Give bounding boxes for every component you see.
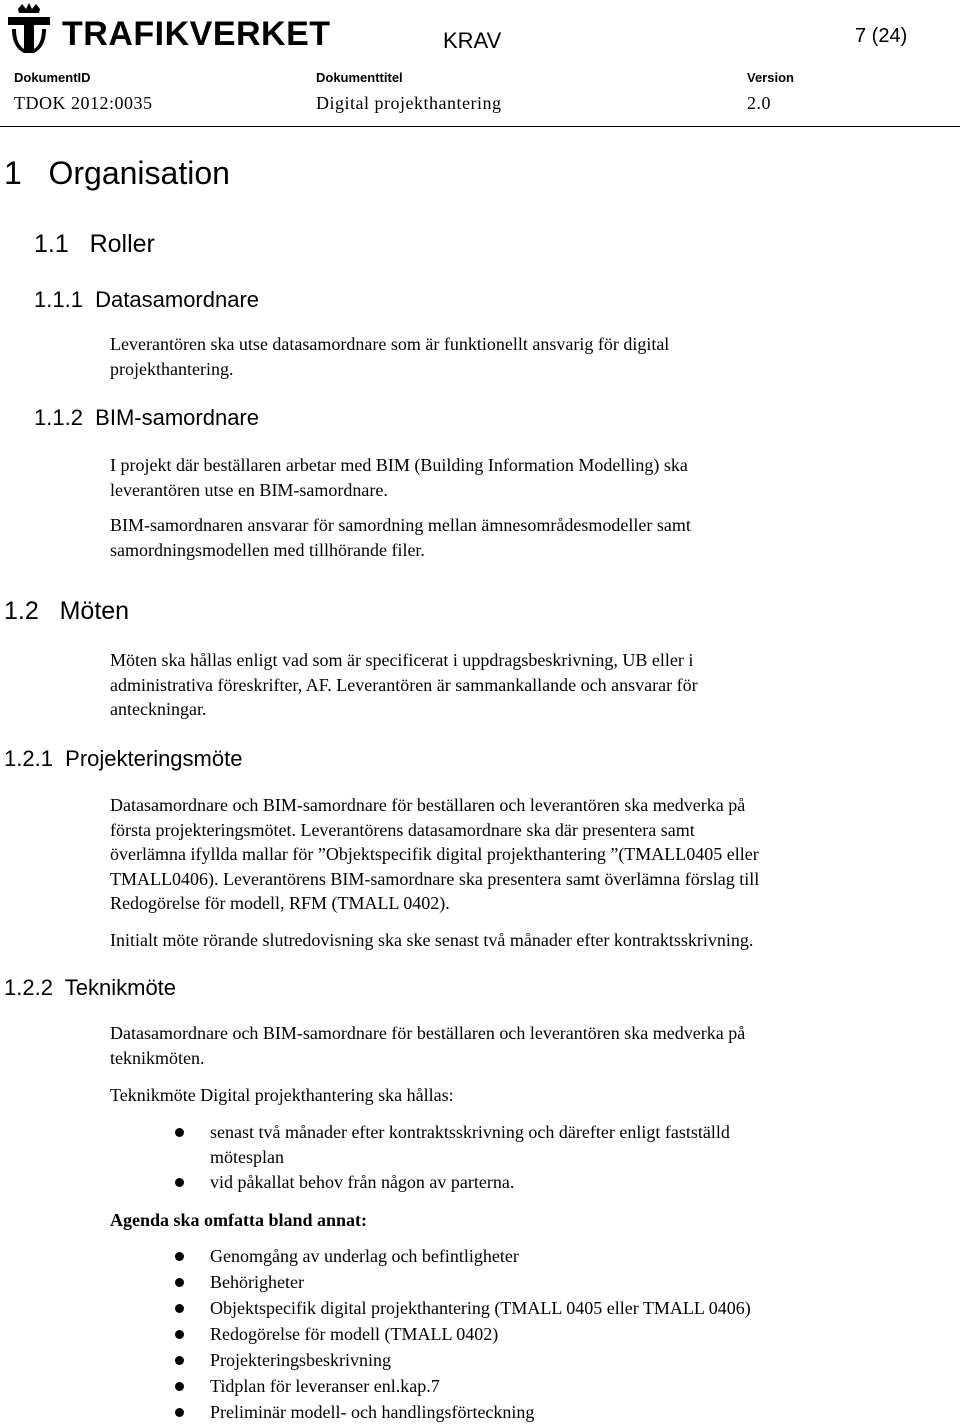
list-item-text: mötesplan <box>210 1147 284 1167</box>
teknikmote-list <box>110 1120 950 1195</box>
text-line: leverantören utse en BIM-samordnare. <box>110 479 388 500</box>
text-line: BIM-samordnaren ansvarar för samordning mellan ämnesområdesmodeller samt <box>110 515 691 535</box>
list-item <box>0 1400 960 1425</box>
heading-teknikmote: 1.2.2 Teknikmöte <box>4 975 177 1000</box>
heading-organisation: 1 Organisation <box>4 155 230 191</box>
heading-projekteringsmote: 1.2.1 Projekteringsmöte <box>4 746 243 771</box>
text-line: samordningsmodellen med tillhörande filer. <box>110 539 425 560</box>
paragraph-projekteringsmote-1 <box>110 793 759 916</box>
bullet-icon <box>175 1304 184 1313</box>
header-divider <box>0 126 960 127</box>
list-item-text: Genomgång av underlag och befintligheter <box>210 1246 519 1266</box>
text-line: Möten ska hållas enligt vad som är specificerat i uppdragsbeskrivning, UB eller i <box>110 650 694 670</box>
list-item <box>0 1170 950 1195</box>
paragraph-bim-2 <box>110 513 691 562</box>
list-item-text: Redogörelse för modell (TMALL 0402) <box>210 1324 499 1344</box>
list-item-text: Objektspecifik digital projekthantering (TMALL 0405 eller TMALL 0406) <box>210 1298 751 1318</box>
doc-id-value: TDOK 2012:0035 <box>14 93 153 113</box>
agenda-title: Agenda ska omfatta bland annat: <box>110 1210 368 1230</box>
text-line: Datasamordnare och BIM-samordnare för beställaren och leverantören ska medverka på <box>110 1023 746 1043</box>
paragraph-projekteringsmote-2: Initialt möte rörande slutredovisning ska ske senast två månader efter kontraktsskrivning. <box>110 930 754 950</box>
list-item-text: Tidplan för leveranser enl.kap.7 <box>210 1376 440 1396</box>
bullet-icon <box>175 1382 184 1391</box>
list-item <box>0 1120 950 1170</box>
bullet-icon <box>175 1178 184 1187</box>
list-item <box>0 1296 960 1321</box>
page-number: 7 (24) <box>855 25 908 47</box>
text-line: projekthantering. <box>110 358 234 379</box>
list-item <box>0 1270 960 1295</box>
bullet-icon <box>175 1408 184 1417</box>
paragraph-teknikmote-2: Teknikmöte Digital projekthantering ska hållas: <box>110 1085 454 1105</box>
text-line: administrativa föreskrifter, AF. Leverantören är sammankallande och ansvarar för <box>110 674 698 695</box>
text-line: överlämna ifyllda mallar för ”Objektspecifik digital projekthantering ”(TMALL0405 eller <box>110 844 759 864</box>
list-item <box>0 1322 960 1347</box>
doc-id-label: DokumentID <box>14 70 91 85</box>
paragraph-moten <box>110 648 698 722</box>
version-value: 2.0 <box>747 93 771 113</box>
version-label: Version <box>747 70 794 85</box>
list-item <box>0 1348 960 1373</box>
paragraph-teknikmote-1 <box>110 1021 745 1070</box>
heading-bim-samordnare: 1.1.2 BIM-samordnare <box>34 405 259 430</box>
bullet-icon <box>175 1356 184 1365</box>
text-line: anteckningar. <box>110 699 207 719</box>
trafikverket-logo-icon <box>6 3 52 57</box>
list-item <box>0 1244 960 1269</box>
text-line: teknikmöten. <box>110 1047 205 1068</box>
bullet-icon <box>175 1128 184 1137</box>
doc-title-label: Dokumenttitel <box>316 70 403 85</box>
bullet-icon <box>175 1330 184 1339</box>
text-line: första projekteringsmötet. Leverantörens datasamordnare ska där presentera samt <box>110 819 695 840</box>
paragraph-bim-1 <box>110 453 688 502</box>
text-line: Leverantören ska utse datasamordnare som är funktionellt ansvarig för digital <box>110 334 670 354</box>
list-item <box>0 1374 960 1399</box>
text-line: I projekt där beställaren arbetar med BIM (Building Information Modelling) ska <box>110 455 688 475</box>
bullet-icon <box>175 1278 184 1287</box>
list-item-text: Behörigheter <box>210 1272 304 1292</box>
text-line: Datasamordnare och BIM-samordnare för beställaren och leverantören ska medverka på <box>110 795 746 815</box>
doc-title-value: Digital projekthantering <box>316 93 502 113</box>
list-item-text: senast två månader efter kontraktsskrivning och därefter enligt fastställd <box>210 1122 730 1142</box>
document-type: KRAV <box>443 28 502 53</box>
paragraph-datasamordnare <box>110 332 669 381</box>
bullet-icon <box>175 1252 184 1261</box>
list-item-text: Projekteringsbeskrivning <box>210 1350 391 1370</box>
heading-moten: 1.2 Möten <box>4 597 130 625</box>
text-line: TMALL0406). Leverantörens BIM-samordnare ska presentera samt överlämna förslag till <box>110 868 760 889</box>
heading-roller: 1.1 Roller <box>34 230 155 258</box>
agenda-list <box>0 1244 960 1425</box>
text-line: Redogörelse för modell, RFM (TMALL 0402). <box>110 893 450 913</box>
brand-name: TRAFIKVERKET <box>62 15 331 53</box>
heading-datasamordnare: 1.1.1 Datasamordnare <box>34 287 260 312</box>
list-item-text: Preliminär modell- och handlingsförteckning <box>210 1402 535 1422</box>
list-item-text: vid påkallat behov från någon av parterna. <box>210 1172 515 1192</box>
